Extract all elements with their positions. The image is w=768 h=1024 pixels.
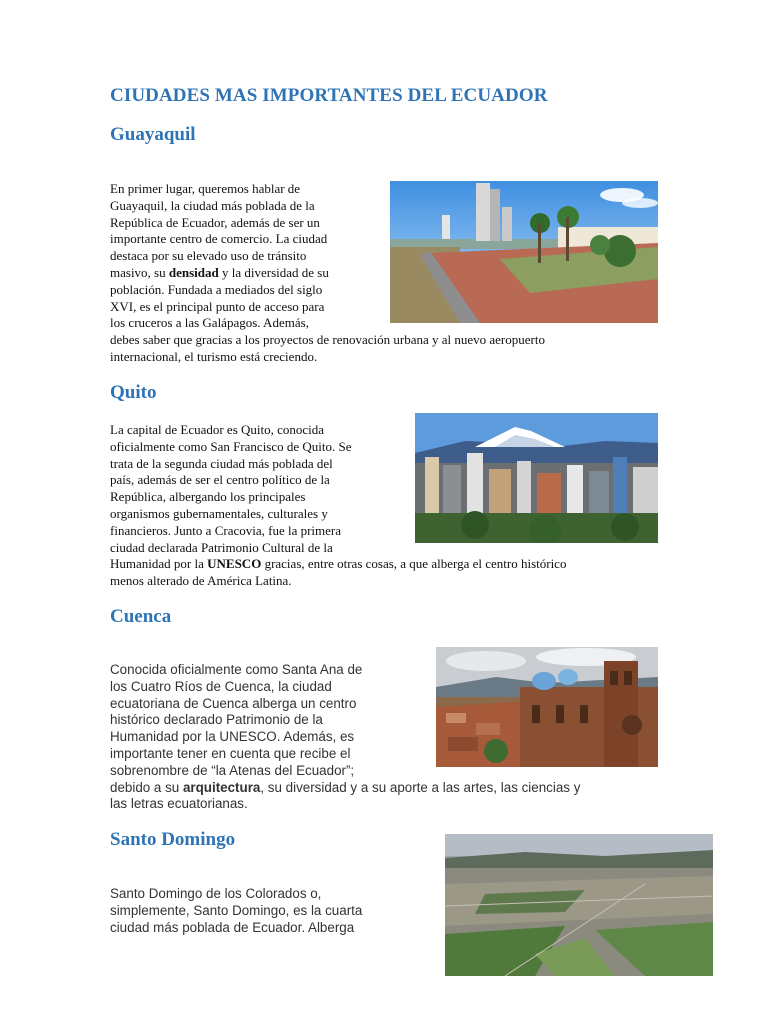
heading-quito: Quito: [110, 382, 157, 403]
text-line: menos alterado de América Latina.: [110, 573, 292, 589]
text-line: ciudad más poblada de Ecuador. Alberga: [110, 919, 355, 935]
text-line: importante tener en cuenta que recibe el: [110, 745, 351, 761]
text-line: Humanidad por la UNESCO gracias, entre otras cosas, a que alberga el centro histórico: [110, 556, 567, 572]
text-line: Conocida oficialmente como Santa Ana de: [110, 662, 363, 677]
text-line: masivo, su densidad y la diversidad de su: [110, 264, 329, 280]
text-line: población. Fundada a mediados del siglo: [110, 281, 323, 297]
photo-cuenca-cathedral: [436, 647, 658, 767]
text-line: En primer lugar, queremos hablar de: [110, 181, 301, 196]
text-line: internacional, el turismo está creciendo.: [110, 348, 318, 364]
text-line: República, albergando los principales: [110, 489, 306, 505]
text-line: sobrenombre de “la Atenas del Ecuador”;: [110, 762, 355, 778]
bold-arquitectura: arquitectura: [182, 779, 261, 795]
text-line: XVI, es el principal punto de acceso para: [110, 298, 325, 314]
text-line: trata de la segunda ciudad más poblada del: [110, 455, 333, 471]
text-line: ecuatoriana de Cuenca alberga un centro: [110, 695, 357, 711]
text-line: importante centro de comercio. La ciudad: [110, 231, 328, 247]
text-line: organismos gubernamentales, culturales y: [110, 505, 328, 521]
paragraph-santo-domingo: [110, 886, 362, 936]
text-line: las letras ecuatorianas.: [110, 796, 248, 812]
text-line: debido a su arquitectura, su diversidad y a su aporte a las artes, las ciencias y: [110, 779, 581, 795]
text-line: financieros. Junto a Cracovia, fue la primera: [110, 522, 342, 538]
photo-guayaquil-malecon: [390, 181, 658, 323]
document-title: CIUDADES MAS IMPORTANTES DEL ECUADOR: [110, 85, 548, 106]
text-line: oficialmente como San Francisco de Quito. Se: [110, 438, 352, 454]
photo-quito-skyline: [415, 413, 658, 543]
text-line: La capital de Ecuador es Quito, conocida: [110, 422, 325, 437]
text-line: Humanidad por la UNESCO. Además, es: [110, 729, 355, 745]
text-line: destaca por su elevado uso de tránsito: [110, 248, 307, 264]
text-line: Santo Domingo de los Colorados o,: [110, 886, 322, 901]
text-line: Guayaquil, la ciudad más poblada de la: [110, 197, 315, 213]
text-line: histórico declarado Patrimonio de la: [110, 712, 323, 728]
heading-guayaquil: Guayaquil: [110, 124, 196, 145]
text-line: República de Ecuador, además de ser un: [110, 214, 320, 230]
bold-unesco: UNESCO: [207, 556, 262, 572]
heading-cuenca: Cuenca: [110, 606, 172, 627]
text-line: los cruceros a las Galápagos. Además,: [110, 315, 309, 331]
bold-densidad: densidad: [168, 264, 219, 280]
text-line: simplemente, Santo Domingo, es la cuarta: [110, 902, 363, 918]
text-line: país, además de ser el centro político de la: [110, 472, 330, 488]
text-line: ciudad declarada Patrimonio Cultural de la: [110, 539, 333, 555]
photo-santo-domingo-aerial: [445, 834, 713, 976]
heading-santo-domingo: Santo Domingo: [110, 829, 236, 850]
text-line: debes saber que gracias a los proyectos de renovación urbana y al nuevo aeropuerto: [110, 332, 545, 348]
text-line: los Cuatro Ríos de Cuenca, la ciudad: [110, 678, 332, 694]
